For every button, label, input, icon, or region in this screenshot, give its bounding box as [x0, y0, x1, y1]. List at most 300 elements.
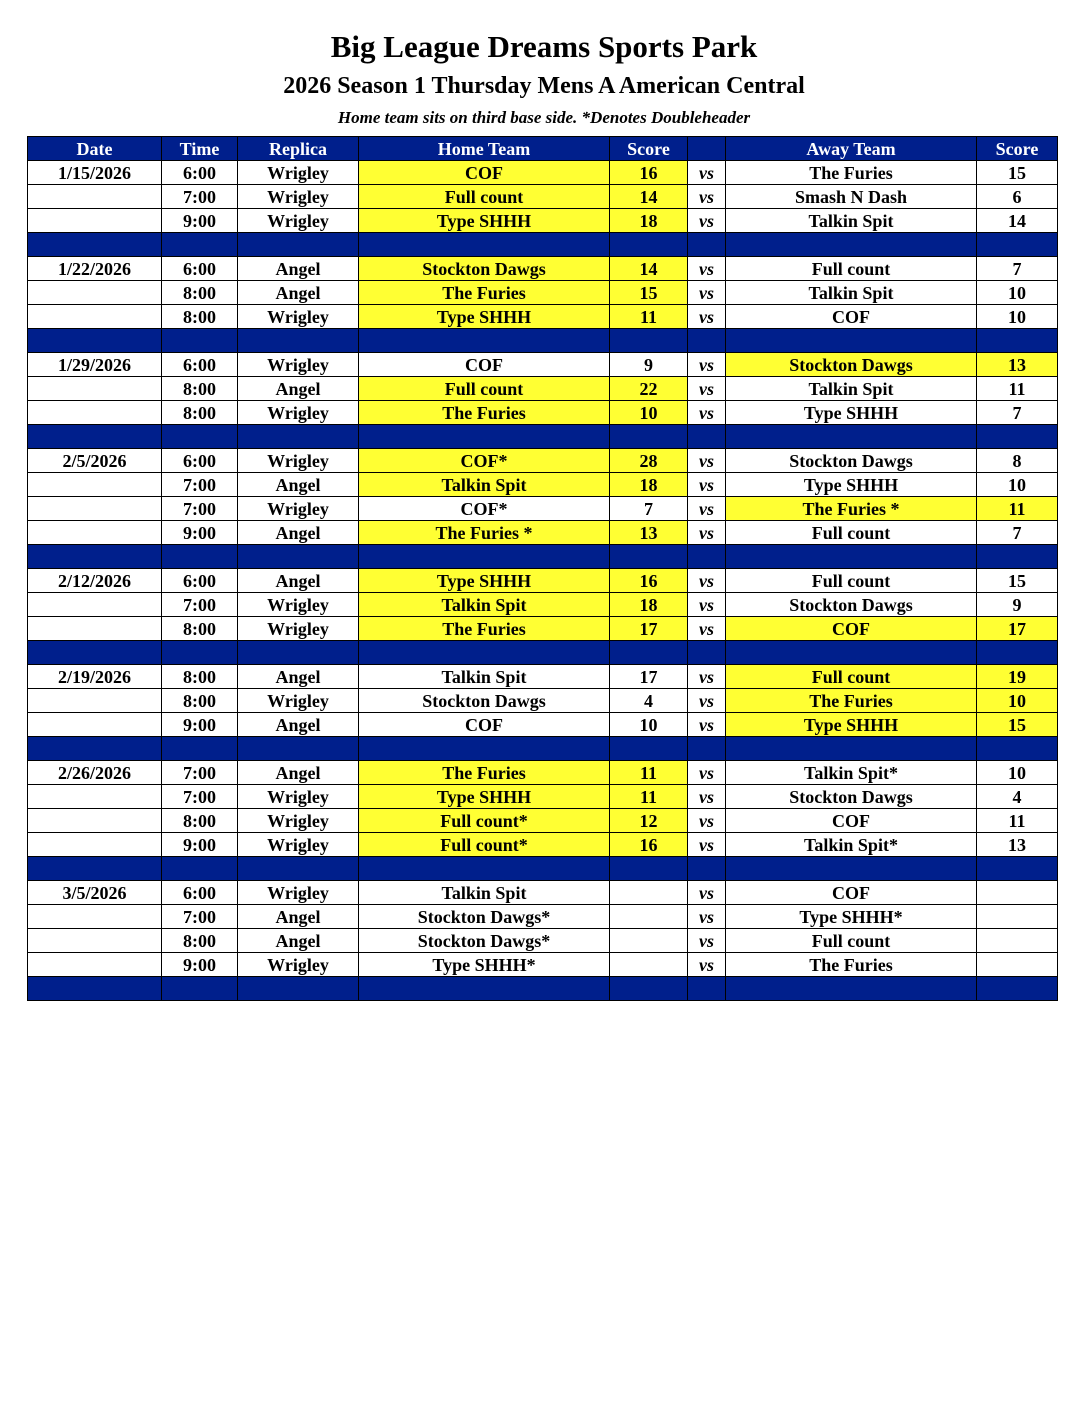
vs-label: vs — [688, 809, 726, 833]
separator-cell — [726, 233, 977, 257]
separator-cell — [726, 329, 977, 353]
home-score — [610, 929, 688, 953]
away-score: 13 — [977, 833, 1058, 857]
separator-cell — [610, 233, 688, 257]
col-header-time: Time — [162, 137, 238, 161]
game-row — [28, 881, 1058, 905]
separator-cell — [610, 977, 688, 1001]
separator-cell — [977, 233, 1058, 257]
game-date: 3/5/2026 — [28, 881, 162, 905]
game-time: 7:00 — [162, 497, 238, 521]
separator-cell — [162, 641, 238, 665]
game-date — [28, 401, 162, 425]
game-row — [28, 833, 1058, 857]
home-score: 7 — [610, 497, 688, 521]
separator-cell — [28, 737, 162, 761]
game-date — [28, 689, 162, 713]
home-score: 16 — [610, 569, 688, 593]
home-team: Type SHHH* — [359, 953, 610, 977]
separator-cell — [688, 329, 726, 353]
away-team: Type SHHH — [726, 473, 977, 497]
game-date — [28, 281, 162, 305]
game-date — [28, 209, 162, 233]
separator-cell — [162, 233, 238, 257]
separator-cell — [688, 545, 726, 569]
game-row — [28, 665, 1058, 689]
separator-cell — [977, 737, 1058, 761]
separator-cell — [688, 425, 726, 449]
game-date — [28, 521, 162, 545]
separator-cell — [238, 425, 359, 449]
away-score: 11 — [977, 377, 1058, 401]
game-date — [28, 377, 162, 401]
separator-cell — [359, 977, 610, 1001]
game-time: 7:00 — [162, 473, 238, 497]
game-row — [28, 761, 1058, 785]
game-row — [28, 569, 1058, 593]
game-replica: Wrigley — [238, 209, 359, 233]
separator-cell — [238, 737, 359, 761]
home-team: Full count* — [359, 809, 610, 833]
vs-label: vs — [688, 905, 726, 929]
game-replica: Wrigley — [238, 809, 359, 833]
away-team: Full count — [726, 665, 977, 689]
col-header-date: Date — [28, 137, 162, 161]
vs-label: vs — [688, 209, 726, 233]
away-score: 7 — [977, 257, 1058, 281]
game-time: 8:00 — [162, 401, 238, 425]
game-time: 6:00 — [162, 881, 238, 905]
game-replica: Wrigley — [238, 161, 359, 185]
home-score — [610, 881, 688, 905]
schedule-body — [28, 161, 1058, 1001]
vs-label: vs — [688, 881, 726, 905]
home-score: 14 — [610, 185, 688, 209]
separator-cell — [359, 641, 610, 665]
away-team: Type SHHH — [726, 713, 977, 737]
vs-label: vs — [688, 761, 726, 785]
separator-cell — [688, 641, 726, 665]
home-score — [610, 905, 688, 929]
game-replica: Wrigley — [238, 881, 359, 905]
game-time: 9:00 — [162, 713, 238, 737]
game-date — [28, 905, 162, 929]
game-replica: Wrigley — [238, 593, 359, 617]
game-date: 2/26/2026 — [28, 761, 162, 785]
away-team: COF — [726, 881, 977, 905]
game-replica: Wrigley — [238, 449, 359, 473]
page-subtitle: 2026 Season 1 Thursday Mens A American Central — [283, 73, 805, 99]
home-score: 4 — [610, 689, 688, 713]
home-team: Stockton Dawgs* — [359, 905, 610, 929]
game-date — [28, 473, 162, 497]
home-score: 22 — [610, 377, 688, 401]
away-score: 9 — [977, 593, 1058, 617]
game-row — [28, 497, 1058, 521]
home-score: 11 — [610, 761, 688, 785]
separator-cell — [28, 329, 162, 353]
separator-cell — [610, 425, 688, 449]
game-row — [28, 593, 1058, 617]
vs-label: vs — [688, 713, 726, 737]
home-score: 11 — [610, 785, 688, 809]
game-time: 8:00 — [162, 665, 238, 689]
away-score: 19 — [977, 665, 1058, 689]
game-row — [28, 809, 1058, 833]
away-team: The Furies * — [726, 497, 977, 521]
away-score: 11 — [977, 497, 1058, 521]
game-row — [28, 353, 1058, 377]
col-header-vs — [688, 137, 726, 161]
separator-cell — [977, 977, 1058, 1001]
week-separator-row — [28, 641, 1058, 665]
home-team: Type SHHH — [359, 785, 610, 809]
away-score — [977, 953, 1058, 977]
page-title: Big League Dreams Sports Park — [330, 29, 758, 64]
separator-cell — [28, 977, 162, 1001]
home-team: COF — [359, 161, 610, 185]
home-score: 17 — [610, 617, 688, 641]
separator-cell — [162, 737, 238, 761]
game-replica: Angel — [238, 521, 359, 545]
game-date — [28, 953, 162, 977]
away-team: Talkin Spit — [726, 281, 977, 305]
vs-label: vs — [688, 305, 726, 329]
home-team: COF* — [359, 449, 610, 473]
separator-cell — [688, 977, 726, 1001]
separator-cell — [162, 977, 238, 1001]
game-time: 8:00 — [162, 929, 238, 953]
separator-cell — [610, 641, 688, 665]
home-team: Type SHHH — [359, 569, 610, 593]
home-score: 18 — [610, 593, 688, 617]
separator-cell — [610, 857, 688, 881]
vs-label: vs — [688, 473, 726, 497]
away-score: 10 — [977, 473, 1058, 497]
game-replica: Wrigley — [238, 617, 359, 641]
game-replica: Angel — [238, 377, 359, 401]
game-time: 8:00 — [162, 617, 238, 641]
vs-label: vs — [688, 377, 726, 401]
game-time: 6:00 — [162, 353, 238, 377]
game-row — [28, 449, 1058, 473]
week-separator-row — [28, 329, 1058, 353]
vs-label: vs — [688, 953, 726, 977]
game-date: 1/22/2026 — [28, 257, 162, 281]
separator-cell — [610, 545, 688, 569]
game-time: 7:00 — [162, 785, 238, 809]
separator-cell — [359, 233, 610, 257]
game-row — [28, 185, 1058, 209]
away-team: COF — [726, 617, 977, 641]
home-team: The Furies — [359, 281, 610, 305]
home-score: 18 — [610, 473, 688, 497]
vs-label: vs — [688, 665, 726, 689]
game-row — [28, 953, 1058, 977]
separator-cell — [28, 425, 162, 449]
game-replica: Wrigley — [238, 353, 359, 377]
separator-cell — [726, 545, 977, 569]
game-row — [28, 713, 1058, 737]
game-time: 7:00 — [162, 905, 238, 929]
game-time: 8:00 — [162, 689, 238, 713]
separator-cell — [359, 545, 610, 569]
separator-cell — [977, 545, 1058, 569]
home-team: Stockton Dawgs* — [359, 929, 610, 953]
home-team: The Furies — [359, 761, 610, 785]
col-header-away-score: Score — [977, 137, 1058, 161]
game-time: 9:00 — [162, 833, 238, 857]
away-team: Full count — [726, 521, 977, 545]
separator-cell — [28, 641, 162, 665]
game-row — [28, 161, 1058, 185]
game-time: 9:00 — [162, 953, 238, 977]
col-header-replica: Replica — [238, 137, 359, 161]
home-team: Talkin Spit — [359, 665, 610, 689]
separator-cell — [359, 737, 610, 761]
away-score: 7 — [977, 401, 1058, 425]
col-header-away-team: Away Team — [726, 137, 977, 161]
game-replica: Angel — [238, 665, 359, 689]
game-replica: Wrigley — [238, 953, 359, 977]
game-replica: Wrigley — [238, 689, 359, 713]
game-row — [28, 281, 1058, 305]
week-separator-row — [28, 233, 1058, 257]
game-replica: Angel — [238, 281, 359, 305]
away-score: 8 — [977, 449, 1058, 473]
game-date — [28, 305, 162, 329]
home-score: 17 — [610, 665, 688, 689]
home-team: Stockton Dawgs — [359, 257, 610, 281]
separator-cell — [28, 233, 162, 257]
separator-cell — [238, 857, 359, 881]
separator-cell — [977, 857, 1058, 881]
vs-label: vs — [688, 617, 726, 641]
game-replica: Angel — [238, 713, 359, 737]
vs-label: vs — [688, 281, 726, 305]
home-team: Talkin Spit — [359, 593, 610, 617]
away-score — [977, 881, 1058, 905]
separator-cell — [726, 425, 977, 449]
away-team: Type SHHH* — [726, 905, 977, 929]
home-score: 11 — [610, 305, 688, 329]
game-date — [28, 833, 162, 857]
separator-cell — [726, 977, 977, 1001]
game-time: 6:00 — [162, 257, 238, 281]
separator-cell — [238, 641, 359, 665]
away-score: 17 — [977, 617, 1058, 641]
week-separator-row — [28, 545, 1058, 569]
separator-cell — [610, 329, 688, 353]
separator-cell — [610, 737, 688, 761]
game-replica: Wrigley — [238, 833, 359, 857]
home-score: 12 — [610, 809, 688, 833]
home-score: 16 — [610, 833, 688, 857]
separator-cell — [688, 737, 726, 761]
separator-cell — [162, 857, 238, 881]
vs-label: vs — [688, 593, 726, 617]
home-team: COF — [359, 353, 610, 377]
game-time: 9:00 — [162, 521, 238, 545]
home-team: Type SHHH — [359, 209, 610, 233]
separator-cell — [977, 425, 1058, 449]
home-team: Talkin Spit — [359, 881, 610, 905]
away-team: Talkin Spit* — [726, 833, 977, 857]
vs-label: vs — [688, 449, 726, 473]
schedule-note: Home team sits on third base side. *Denotes Doubleheader — [337, 108, 751, 127]
vs-label: vs — [688, 689, 726, 713]
home-score: 10 — [610, 401, 688, 425]
away-score: 13 — [977, 353, 1058, 377]
vs-label: vs — [688, 257, 726, 281]
game-time: 8:00 — [162, 305, 238, 329]
week-separator-row — [28, 425, 1058, 449]
away-team: Talkin Spit — [726, 377, 977, 401]
home-team: The Furies * — [359, 521, 610, 545]
away-score: 15 — [977, 713, 1058, 737]
game-replica: Wrigley — [238, 305, 359, 329]
game-date: 1/29/2026 — [28, 353, 162, 377]
home-team: The Furies — [359, 401, 610, 425]
game-replica: Angel — [238, 929, 359, 953]
game-replica: Wrigley — [238, 185, 359, 209]
away-team: Full count — [726, 569, 977, 593]
vs-label: vs — [688, 929, 726, 953]
separator-cell — [977, 641, 1058, 665]
game-row — [28, 785, 1058, 809]
away-team: COF — [726, 809, 977, 833]
game-date — [28, 617, 162, 641]
home-team: Talkin Spit — [359, 473, 610, 497]
away-team: The Furies — [726, 953, 977, 977]
game-time: 8:00 — [162, 377, 238, 401]
game-time: 7:00 — [162, 593, 238, 617]
week-separator-row — [28, 857, 1058, 881]
game-row — [28, 377, 1058, 401]
separator-cell — [726, 641, 977, 665]
away-score: 14 — [977, 209, 1058, 233]
game-time: 9:00 — [162, 209, 238, 233]
away-score: 15 — [977, 161, 1058, 185]
separator-cell — [238, 233, 359, 257]
away-team: COF — [726, 305, 977, 329]
game-time: 6:00 — [162, 161, 238, 185]
home-team: Type SHHH — [359, 305, 610, 329]
game-row — [28, 305, 1058, 329]
away-team: Talkin Spit* — [726, 761, 977, 785]
game-time: 8:00 — [162, 809, 238, 833]
away-team: Full count — [726, 929, 977, 953]
week-separator-row — [28, 737, 1058, 761]
home-score: 28 — [610, 449, 688, 473]
week-separator-row — [28, 977, 1058, 1001]
away-score: 10 — [977, 305, 1058, 329]
home-team: Stockton Dawgs — [359, 689, 610, 713]
game-time: 6:00 — [162, 569, 238, 593]
game-row — [28, 401, 1058, 425]
vs-label: vs — [688, 353, 726, 377]
vs-label: vs — [688, 785, 726, 809]
home-team: The Furies — [359, 617, 610, 641]
away-team: Stockton Dawgs — [726, 785, 977, 809]
home-team: Full count* — [359, 833, 610, 857]
home-team: Full count — [359, 377, 610, 401]
game-row — [28, 689, 1058, 713]
separator-cell — [238, 545, 359, 569]
separator-cell — [238, 977, 359, 1001]
game-date — [28, 593, 162, 617]
separator-cell — [28, 857, 162, 881]
separator-cell — [162, 545, 238, 569]
separator-cell — [359, 425, 610, 449]
away-score — [977, 929, 1058, 953]
away-score: 4 — [977, 785, 1058, 809]
away-score: 11 — [977, 809, 1058, 833]
vs-label: vs — [688, 161, 726, 185]
game-date: 2/5/2026 — [28, 449, 162, 473]
separator-cell — [726, 737, 977, 761]
separator-cell — [162, 329, 238, 353]
game-replica: Angel — [238, 473, 359, 497]
game-date — [28, 713, 162, 737]
away-team: Stockton Dawgs — [726, 593, 977, 617]
away-score: 15 — [977, 569, 1058, 593]
home-team: COF* — [359, 497, 610, 521]
separator-cell — [977, 329, 1058, 353]
table-header-row — [28, 137, 1058, 161]
vs-label: vs — [688, 185, 726, 209]
game-row — [28, 257, 1058, 281]
game-time: 8:00 — [162, 281, 238, 305]
game-time: 7:00 — [162, 185, 238, 209]
game-date: 1/15/2026 — [28, 161, 162, 185]
separator-cell — [28, 545, 162, 569]
game-row — [28, 617, 1058, 641]
game-row — [28, 209, 1058, 233]
vs-label: vs — [688, 497, 726, 521]
game-replica: Wrigley — [238, 785, 359, 809]
away-team: Type SHHH — [726, 401, 977, 425]
vs-label: vs — [688, 833, 726, 857]
vs-label: vs — [688, 521, 726, 545]
away-score: 10 — [977, 281, 1058, 305]
vs-label: vs — [688, 569, 726, 593]
separator-cell — [688, 857, 726, 881]
separator-cell — [162, 425, 238, 449]
game-date — [28, 185, 162, 209]
game-row — [28, 473, 1058, 497]
game-replica: Wrigley — [238, 497, 359, 521]
home-score: 9 — [610, 353, 688, 377]
away-team: Full count — [726, 257, 977, 281]
game-date — [28, 785, 162, 809]
game-replica: Angel — [238, 905, 359, 929]
away-team: The Furies — [726, 689, 977, 713]
home-score: 15 — [610, 281, 688, 305]
schedule-table — [27, 136, 1058, 1001]
game-date — [28, 929, 162, 953]
game-replica: Angel — [238, 569, 359, 593]
col-header-home-team: Home Team — [359, 137, 610, 161]
away-team: Stockton Dawgs — [726, 449, 977, 473]
game-date: 2/19/2026 — [28, 665, 162, 689]
away-score: 6 — [977, 185, 1058, 209]
away-team: Talkin Spit — [726, 209, 977, 233]
home-score: 18 — [610, 209, 688, 233]
game-date: 2/12/2026 — [28, 569, 162, 593]
game-row — [28, 521, 1058, 545]
game-date — [28, 809, 162, 833]
